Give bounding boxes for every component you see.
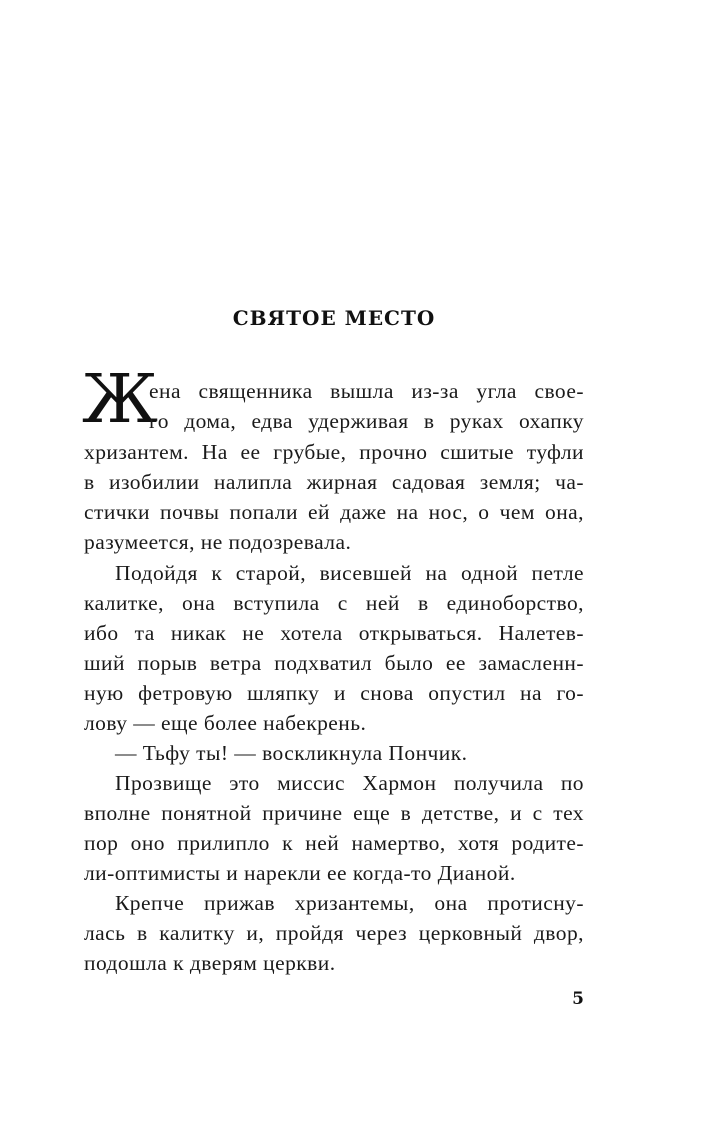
text-line: лась в калитку и, пройдя через церковный двор, (84, 921, 584, 945)
chapter-title: СВЯТОЕ МЕСТО (232, 306, 436, 330)
text-line: Крепче прижав хризантемы, она протисну- (115, 891, 584, 915)
drop-cap-letter: Ж (82, 360, 158, 438)
text-line: Подойдя к старой, висевшей на одной петле (115, 561, 584, 585)
page-number: 5 (572, 989, 584, 1009)
text-line: калитке, она вступила с ней в единоборство, (84, 591, 584, 615)
text-line: го дома, едва удерживая в руках охапку (149, 409, 584, 433)
text-line: ибо та никак не хотела открываться. Налетев- (84, 621, 584, 645)
text-line: разумеется, не подозревала. (84, 530, 352, 554)
text-line: хризантем. На ее грубые, прочно сшитые туфли (84, 440, 584, 464)
text-line: подошла к дверям церкви. (84, 951, 336, 975)
text-line: в изобилии налипла жирная садовая земля; ча- (84, 470, 584, 494)
text-line: Прозвище это миссис Хармон получила по (115, 771, 584, 795)
text-line: пор оно прилипло к ней намертво, хотя родите- (84, 831, 584, 855)
text-line: ена священника вышла из-за угла свое- (149, 379, 584, 403)
text-line: ли-оптимисты и нарекли ее когда-то Дианой. (84, 861, 516, 885)
text-line: — Тьфу ты! — воскликнула Пончик. (115, 741, 468, 765)
text-line: лову — еще более набекрень. (84, 711, 367, 735)
text-line: вполне понятной причине еще в детстве, и с тех (84, 801, 584, 825)
text-line: ший порыв ветра подхватил было ее замасленн- (84, 651, 584, 675)
text-line: ную фетровую шляпку и снова опустил на го- (84, 681, 584, 705)
text-line: стички почвы попали ей даже на нос, о чем она, (84, 500, 584, 524)
